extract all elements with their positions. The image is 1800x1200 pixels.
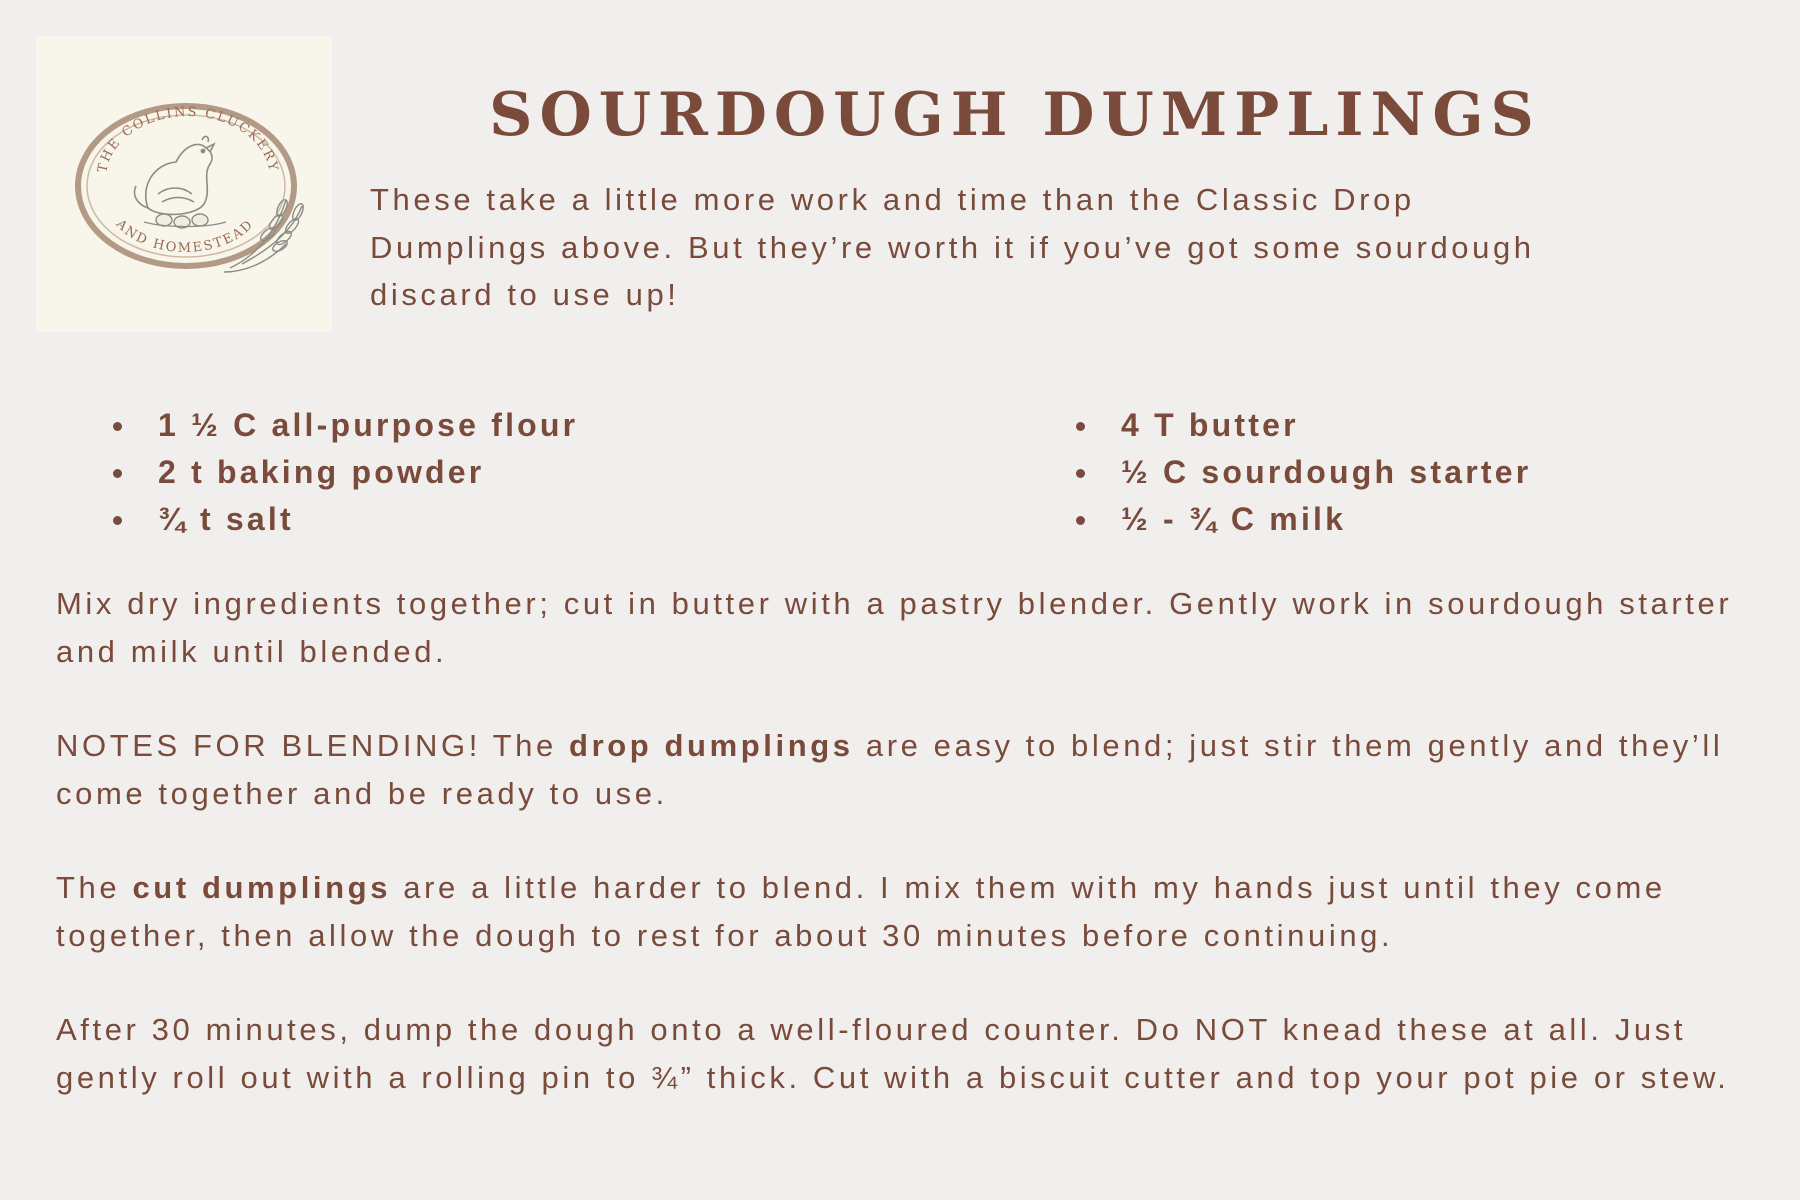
collins-cluckery-logo — [36, 36, 332, 332]
blending-notes — [56, 722, 1776, 817]
cut-dumplings-notes — [56, 864, 1776, 959]
hen-icon — [135, 136, 215, 214]
logo-top-text: THE COLLINS CLUCKERY — [95, 104, 281, 174]
cut-notes-prefix: The — [56, 870, 133, 905]
recipe-title: SOURDOUGH DUMPLINGS — [489, 80, 1541, 150]
ingredients-list-right — [1076, 402, 1531, 543]
ingredient-item: ½ C sourdough starter — [1076, 449, 1531, 496]
drop-dumplings-emphasis: drop dumplings — [569, 728, 854, 763]
ingredient-item: ½ - ¾ C milk — [1076, 496, 1531, 543]
logo-bottom-text: AND HOMESTEAD — [112, 216, 258, 256]
ingredient-item: 2 t baking powder — [113, 449, 578, 496]
blending-notes-suffix: are easy to blend; just stir them gently and they’ll come together and be ready to use. — [56, 728, 1724, 811]
ingredient-item: 1 ½ C all-purpose flour — [113, 402, 578, 449]
logo — [36, 36, 332, 332]
blending-notes-prefix: NOTES FOR BLENDING! The — [56, 728, 570, 763]
ingredient-item: 4 T butter — [1076, 402, 1531, 449]
rolling-instructions: After 30 minutes, dump the dough onto a well-floured counter. Do NOT knead these at all. Just gently roll out with a rolling pin to ¾” thick. Cut with a biscuit cutter and top your pot pie or stew. — [56, 1012, 1730, 1095]
mix-instructions: Mix dry ingredients together; cut in butter with a pastry blender. Gently work in sourdough starter and milk until blended. — [56, 586, 1733, 669]
cut-dumplings-emphasis: cut dumplings — [132, 870, 392, 905]
recipe-intro: These take a little more work and time than the Classic Drop Dumplings above. But they’re worth it if you’ve got some sourdough discard to use up! — [370, 182, 1535, 312]
cut-notes-suffix: are a little harder to blend. I mix them with my hands just until they come together, then allow the dough to rest for about 30 minutes before continuing. — [56, 870, 1666, 953]
ingredient-item: ¾ t salt — [113, 496, 578, 543]
ingredients-list-left — [113, 402, 578, 543]
svg-text:THE COLLINS CLUCKERY — [95, 105, 281, 174]
